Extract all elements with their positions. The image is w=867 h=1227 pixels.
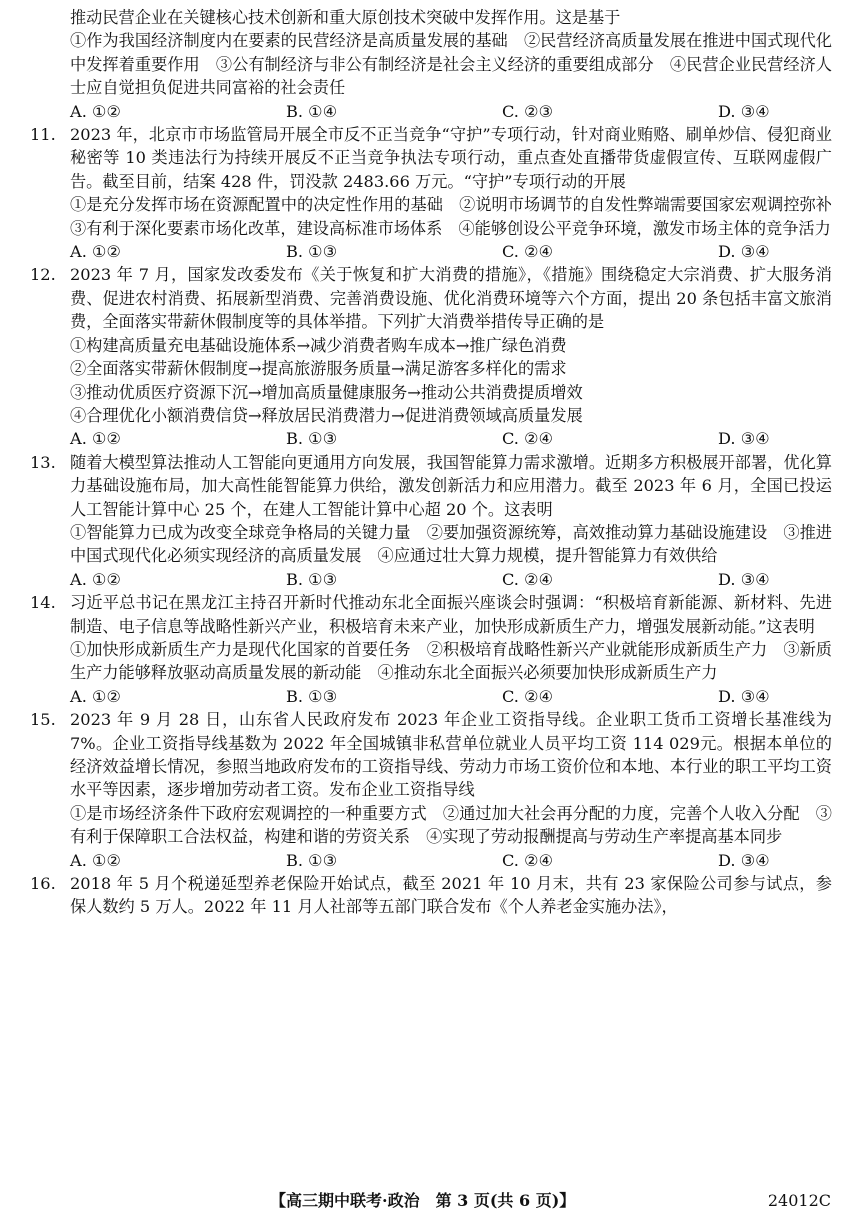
question-number: 14.: [30, 593, 56, 613]
choice-b: B. ①③: [286, 850, 338, 870]
choice-d: D. ③④: [718, 101, 770, 121]
choice-a: A. ①②: [70, 686, 122, 706]
statement-line-1: ①构建高质量充电基础设施体系→减少消费者购车成本→推广绿色消费: [70, 335, 567, 355]
statement-options: ①智能算力已成为改变全球竞争格局的关键力量 ②要加强资源统筹，高效推动算力基础设施建设 ③推进中国式现代化必须实现经济的高质量发展 ④应通过壮大算力规模，提升智能算力有效供给: [70, 522, 832, 566]
question-number: 16.: [30, 874, 56, 894]
question-number: 15.: [30, 710, 56, 730]
choice-b: B. ①③: [286, 686, 338, 706]
question-10-continuation: [70, 6, 832, 123]
statement-options: ①是充分发挥市场在资源配置中的决定性作用的基础 ②说明市场调节的自发性弊端需要国家宏观调控弥补 ③有利于深化要素市场化改革，建设高标准市场体系 ④能够创设公平竞争环境，激发市场主体的竞争活力: [70, 195, 849, 238]
choice-b: B. ①④: [286, 101, 338, 121]
footer-page-info: 【高三期中联考·政治 第 3 页(共 6 页)】: [270, 1191, 576, 1210]
question-stem-tail: 推动民营企业在关键核心技术创新和重大原创技术突破中发挥作用。这是基于: [70, 8, 621, 27]
choice-b: B. ①③: [286, 569, 338, 589]
question-stem: 习近平总书记在黑龙江主持召开新时代推动东北全面振兴座谈会时强调：“积极培育新能源、新材料、先进制造、电子信息等战略性新兴产业，积极培育未来产业，加快形成新质生产力，增强发展新动能。”这表明: [70, 593, 832, 636]
answer-choices: [70, 849, 832, 872]
statement-line-2: ②全面落实带薪休假制度→提高旅游服务质量→满足游客多样化的需求: [70, 359, 567, 379]
answer-choices: [70, 100, 832, 123]
question-16: [30, 872, 832, 919]
answer-choices: [70, 427, 832, 450]
statement-options: ①加快形成新质生产力是现代化国家的首要任务 ②积极培育战略性新兴产业就能形成新质生产力 ③新质生产力能够释放驱动高质量发展的新动能 ④推动东北全面振兴必须要加快形成新质生产力: [70, 639, 832, 683]
choice-a: A. ①②: [70, 242, 122, 262]
choice-a: A. ①②: [70, 850, 122, 870]
choice-c: C. ②④: [502, 242, 554, 262]
choice-b: B. ①③: [286, 242, 338, 262]
question-number: 12.: [30, 265, 56, 285]
question-14: [30, 591, 832, 708]
choice-d: D. ③④: [718, 429, 770, 449]
choice-d: D. ③④: [718, 686, 770, 706]
choice-a: A. ①②: [70, 569, 122, 589]
statement-options: ①是市场经济条件下政府宏观调控的一种重要方式 ②通过加大社会再分配的力度，完善个人收入分配 ③有利于保障职工合法权益，构建和谐的劳资关系 ④实现了劳动报酬提高与劳动生产率提高基本同步: [70, 803, 832, 847]
choice-c: C. ②④: [502, 850, 554, 870]
choice-b: B. ①③: [286, 429, 338, 449]
footer-exam-code: 24012C: [767, 1191, 831, 1210]
choice-d: D. ③④: [718, 242, 770, 262]
question-13: [30, 451, 832, 591]
question-stem: 2023 年 7 月，国家发改委发布《关于恢复和扩大消费的措施》，《措施》围绕稳定大宗消费、扩大服务消费、促进农村消费、拓展新型消费、完善消费设施、优化消费环境等六个方面，提出 20 条包括丰富文旅消费，全面落实带薪休假制度等的具体举措。下列扩大消费举措传导正确的是: [70, 265, 832, 332]
choice-c: C. ②④: [502, 429, 554, 449]
statement-line-3: ③推动优质医疗资源下沉→增加高质量健康服务→推动公共消费提质增效: [70, 382, 583, 402]
question-number: 13.: [30, 452, 56, 472]
question-stem: 2023 年 9 月 28 日，山东省人民政府发布 2023 年企业工资指导线。企业职工货币工资增长基准线为 7%。企业工资指导线基数为 2022 年全国城镇非私营单位就业人员平均工资 114 029元。根据本单位的经济效益增长情况，参照当地政府发布的工资指导线、劳动力市场工资价位和本地、本行业的职工平均工资水平等因素，逐步增加劳动者工资。发布企业工资指导线: [70, 710, 832, 800]
choice-a: A. ①②: [70, 101, 122, 121]
choice-d: D. ③④: [718, 569, 770, 589]
question-15: [30, 708, 832, 872]
question-stem: 2018 年 5 月个税递延型养老保险开始试点，截至 2021 年 10 月末，共有 23 家保险公司参与试点，参保人数约 5 万人。2022 年 11 月人社部等五部门联合发布《个人养老金实施办法》，: [70, 874, 832, 917]
question-stem: 2023 年，北京市市场监管局开展全市反不正当竞争“守护”专项行动，针对商业贿赂、刷单炒信、侵犯商业秘密等 10 类违法行为持续开展反不正当竞争执法专项行动，重点查处直播带货虚假宣传、互联网虚假广告。截至目前，结案 428 件，罚没款 2483.66 万元。“守护”专项行动的开展: [70, 125, 832, 191]
question-number: 11.: [30, 125, 56, 145]
statement-options: ①作为我国经济制度内在要素的民营经济是高质量发展的基础 ②民营经济高质量发展在推进中国式现代化中发挥着重要作用 ③公有制经济与非公有制经济是社会主义经济的重要组成部分 ④民营企业民营经济人士应自觉担负促进共同富裕的社会责任: [70, 31, 832, 98]
choice-d: D. ③④: [718, 850, 770, 870]
answer-choices: [70, 240, 832, 263]
answer-choices: [70, 568, 832, 591]
choice-c: C. ②④: [502, 569, 554, 589]
page-content: [30, 6, 849, 919]
choice-c: C. ②④: [502, 686, 554, 706]
statement-line-4: ④合理优化小额消费信贷→释放居民消费潜力→促进消费领域高质量发展: [70, 405, 583, 425]
question-stem: 随着大模型算法推动人工智能向更通用方向发展，我国智能算力需求激增。近期多方积极展开部署，优化算力基础设施布局，加大高性能智能算力供给，激发创新活力和应用潜力。截至 2023 年 6 月，全国已投运人工智能计算中心 25 个，在建人工智能计算中心超 20 个。这表明: [70, 452, 832, 519]
choice-a: A. ①②: [70, 429, 122, 449]
choice-c: C. ②③: [502, 101, 554, 121]
page-footer: [0, 1186, 867, 1216]
question-11: [30, 123, 849, 263]
answer-choices: [70, 685, 832, 708]
question-12: [30, 263, 832, 450]
